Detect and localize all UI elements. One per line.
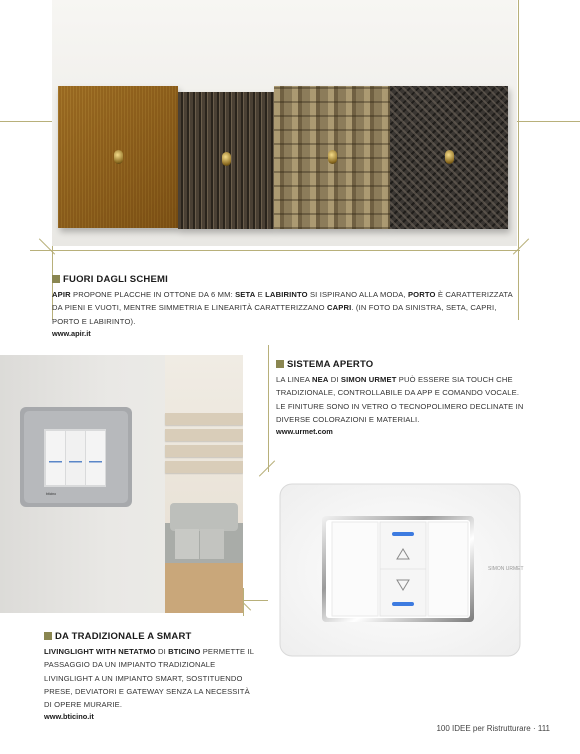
urmet-switch-photo [268,472,532,668]
apir-plates-photo [52,0,517,246]
plate-porto [274,86,390,229]
section-apir-url[interactable]: www.apir.it [52,328,91,338]
section-apir [52,274,518,338]
square-bullet-icon [44,632,52,640]
section-bticino-body: LIVINGLIGHT WITH NETATMO DI BTICINO PERMETTE IL PASSAGGIO DA UN IMPIANTO TRADIZIONALE LIVINGLIGHT A UN IMPIANTO SMART, SOSTITUENDO PRESE, DEVIATORI E GATEWAY SENZA LA NECESSITÀ DI OPERE MURARIE. [44,647,254,710]
section-bticino-title: DA TRADIZIONALE A SMART [44,631,254,642]
section-bticino [44,631,254,721]
section-urmet-body: LA LINEA NEA DI SIMON URMET PUÒ ESSERE SIA TOUCH CHE TRADIZIONALE, CONTROLLABILE DA APP E COMANDO VOCALE. LE FINITURE SONO IN VETRO O TECNOPOLIMERO DECLINATE IN DIVERSE COLORAZIONI E MATERIALI. [276,375,524,424]
frame-line-top-right-vertical [518,0,519,250]
section-urmet-url[interactable]: www.urmet.com [276,427,333,437]
section-urmet [276,359,526,436]
plate-seta [58,86,178,228]
plate-labirinto [390,86,508,229]
plate-capri [178,92,274,229]
square-bullet-icon [276,360,284,368]
section-bticino-url[interactable]: www.bticino.it [44,712,94,722]
section-apir-body: APIR PROPONE PLACCHE IN OTTONE DA 6 MM: SETA E LABIRINTO SI ISPIRANO ALLA MODA, PORTO È CARATTERIZZATA DA PIENI E VUOTI, MENTRE SIMMETRIA E LINEARITÀ CARATTERIZZANO CAPRI. (IN FOTO DA SINISTRA, SETA, CAPRI, PORTO E LABIRINTO). [52,290,513,326]
square-bullet-icon [52,275,60,283]
bticino-switch-brand: bticino [46,492,57,496]
section-apir-title: FUORI DAGLI SCHEMI [52,274,518,285]
bticino-room-photo [0,355,243,613]
section-urmet-title: SISTEMA APERTO [276,359,526,370]
urmet-switch-brand: SIMON URMET [488,566,524,572]
page-footer: 100 IDEE per Ristrutturare · 111 [436,724,550,733]
frame-line-mid-horizontal [30,250,520,251]
frame-line-left-horizontal [0,121,52,122]
